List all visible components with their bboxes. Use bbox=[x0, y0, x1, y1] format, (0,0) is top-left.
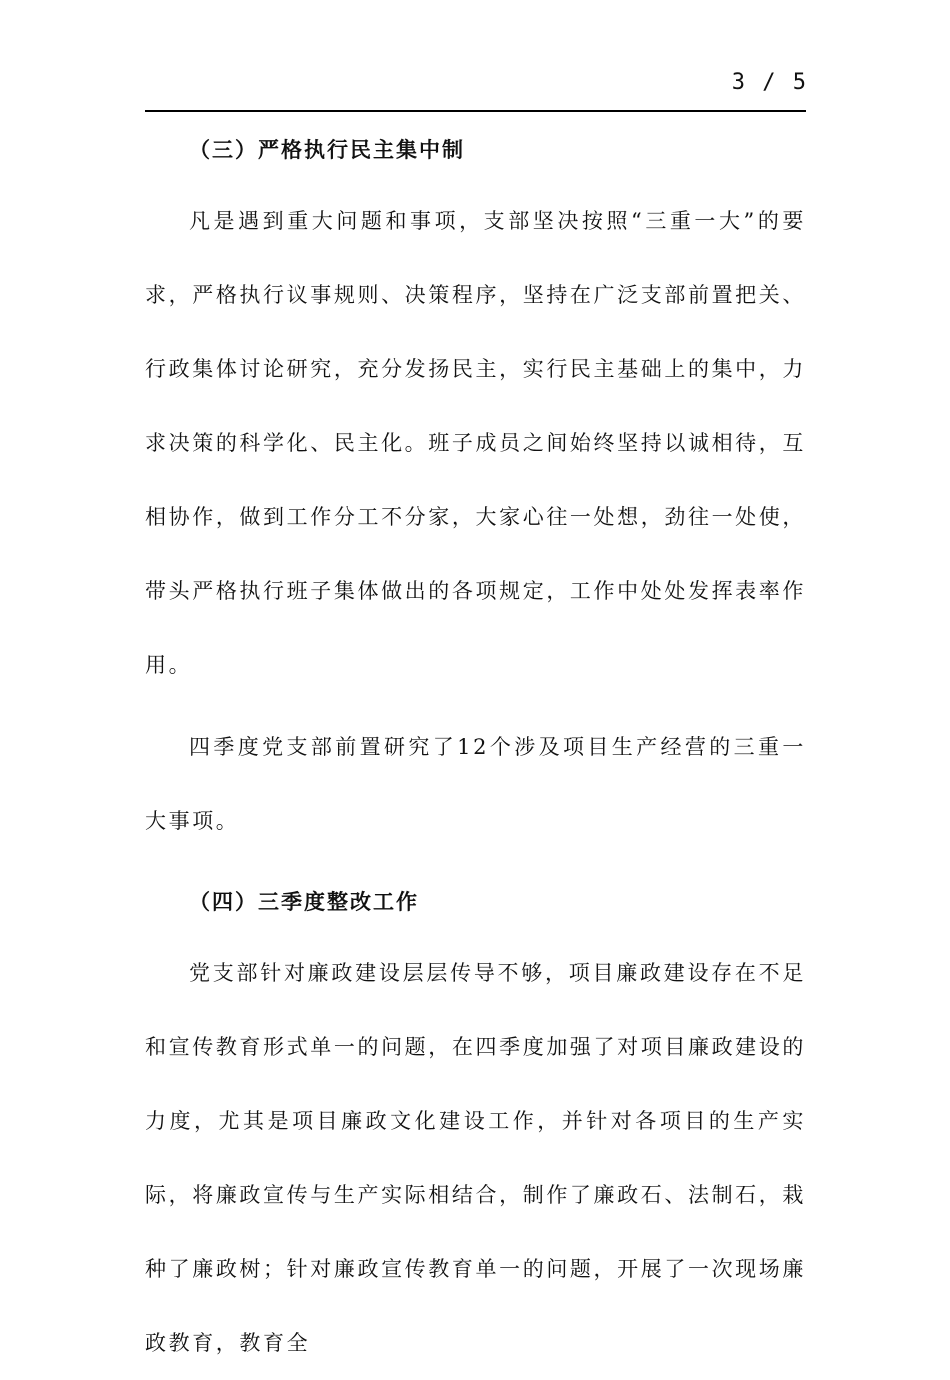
section-heading-3: （三）严格执行民主集中制 bbox=[189, 137, 465, 162]
header-divider bbox=[145, 110, 806, 112]
section-heading-4: （四）三季度整改工作 bbox=[189, 889, 419, 914]
paragraph-q4-matters: 四季度党支部前置研究了12个涉及项目生产经营的三重一大事项。 bbox=[145, 735, 806, 833]
page-number: 3 / 5 bbox=[731, 70, 808, 95]
paragraph-rectification: 党支部针对廉政建设层层传导不够，项目廉政建设存在不足和宣传教育形式单一的问题，在四季度加强了对项目廉政建设的力度，尤其是项目廉政文化建设工作，并针对各项目的生产实际，将廉政宣传与生产实际相结合，制作了廉政石、法制石，栽种了廉政树；针对廉政宣传教育单一的问题，开展了一次现场廉政教育，教育全 bbox=[145, 961, 806, 1355]
document-body bbox=[145, 128, 806, 1380]
paragraph-democratic-centralism: 凡是遇到重大问题和事项，支部坚决按照“三重一大”的要求，严格执行议事规则、决策程序，坚持在广泛支部前置把关、行政集体讨论研究，充分发扬民主，实行民主基础上的集中，力求决策的科学化、民主化。班子成员之间始终坚持以诚相待，互相协作，做到工作分工不分家，大家心往一处想，劲往一处使，带头严格执行班子集体做出的各项规定，工作中处处发挥表率作用。 bbox=[145, 209, 806, 677]
